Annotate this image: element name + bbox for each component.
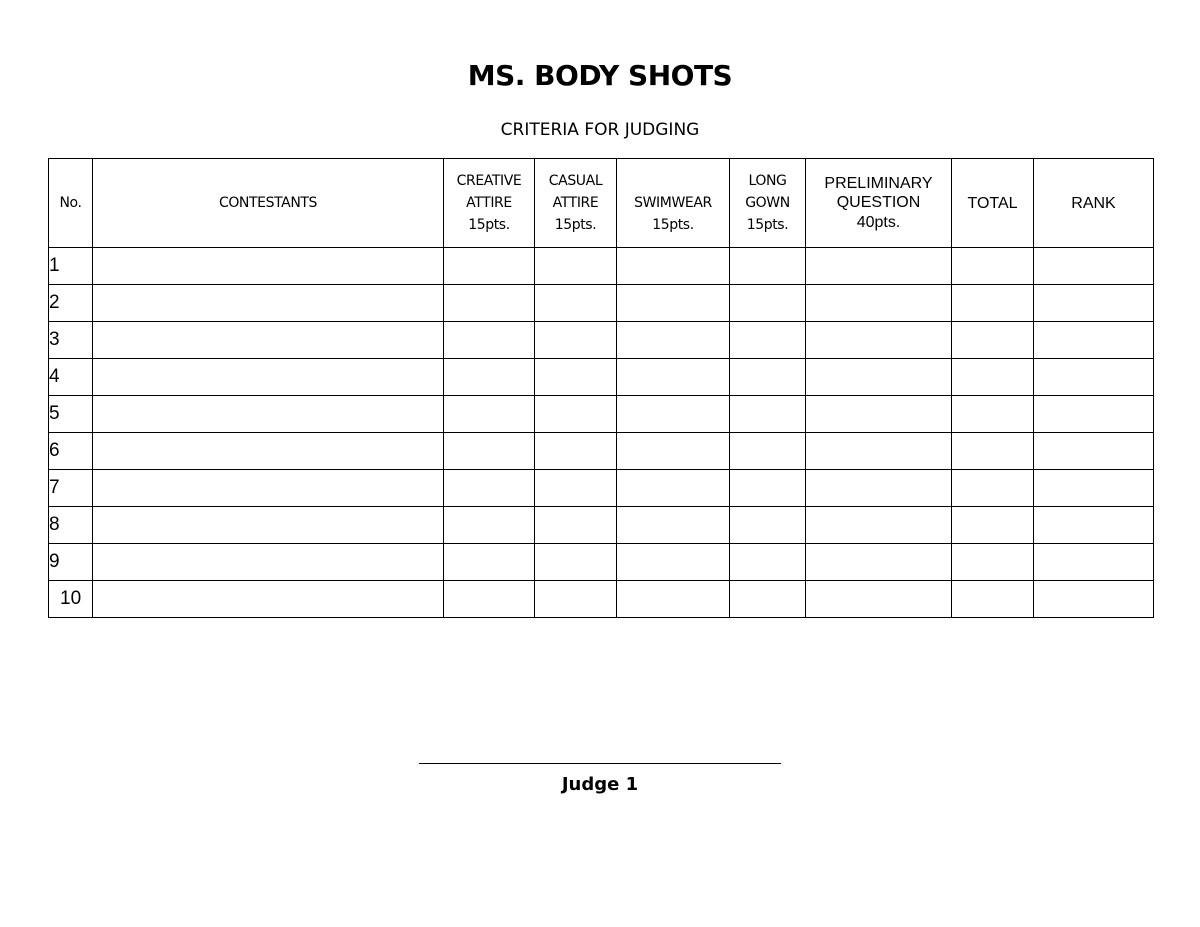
casual-attire-cell[interactable] [535,248,617,285]
header-creative-attire: CREATIVE ATTIRE 15pts. [444,159,535,248]
swimwear-cell[interactable] [617,581,730,618]
page-subtitle: CRITERIA FOR JUDGING [500,120,700,140]
creative-attire-cell[interactable] [444,285,535,322]
rank-cell[interactable] [1034,248,1154,285]
total-cell[interactable] [952,285,1034,322]
page-title: MS. BODY SHOTS [467,59,733,92]
long-gown-cell[interactable] [730,248,806,285]
preliminary-question-cell[interactable] [806,433,952,470]
swimwear-cell[interactable] [617,322,730,359]
preliminary-question-cell[interactable] [806,322,952,359]
total-cell[interactable] [952,248,1034,285]
preliminary-question-cell[interactable] [806,581,952,618]
casual-attire-cell[interactable] [535,322,617,359]
swimwear-cell[interactable] [617,396,730,433]
table-row [49,470,1154,507]
rank-cell[interactable] [1034,359,1154,396]
long-gown-cell[interactable] [730,396,806,433]
contestant-cell[interactable] [93,470,444,507]
long-gown-cell[interactable] [730,544,806,581]
total-cell[interactable] [952,396,1034,433]
casual-attire-cell[interactable] [535,433,617,470]
row-number: 8 [49,507,93,544]
contestant-cell[interactable] [93,396,444,433]
creative-attire-cell[interactable] [444,359,535,396]
swimwear-cell[interactable] [617,433,730,470]
creative-attire-cell[interactable] [444,248,535,285]
row-number: 2 [49,285,93,322]
table-row [49,285,1154,322]
header-long-gown: LONG GOWN 15pts. [730,159,806,248]
row-number: 5 [49,396,93,433]
table-row [49,396,1154,433]
rank-cell[interactable] [1034,470,1154,507]
contestant-cell[interactable] [93,433,444,470]
rank-cell[interactable] [1034,581,1154,618]
casual-attire-cell[interactable] [535,285,617,322]
rank-cell[interactable] [1034,322,1154,359]
preliminary-question-cell[interactable] [806,544,952,581]
header-no: No. [49,159,93,248]
long-gown-cell[interactable] [730,359,806,396]
rank-cell[interactable] [1034,396,1154,433]
row-number: 4 [49,359,93,396]
table-row [49,322,1154,359]
row-number: 1 [49,248,93,285]
long-gown-cell[interactable] [730,322,806,359]
preliminary-question-cell[interactable] [806,470,952,507]
creative-attire-cell[interactable] [444,544,535,581]
table-row [49,359,1154,396]
rank-cell[interactable] [1034,285,1154,322]
judge-label: Judge 1 [561,774,639,795]
total-cell[interactable] [952,581,1034,618]
row-number: 10 [49,581,93,618]
preliminary-question-cell[interactable] [806,396,952,433]
total-cell[interactable] [952,322,1034,359]
swimwear-cell[interactable] [617,507,730,544]
total-cell[interactable] [952,507,1034,544]
creative-attire-cell[interactable] [444,507,535,544]
table-row [49,581,1154,618]
contestant-cell[interactable] [93,359,444,396]
swimwear-cell[interactable] [617,544,730,581]
creative-attire-cell[interactable] [444,470,535,507]
long-gown-cell[interactable] [730,433,806,470]
contestant-cell[interactable] [93,544,444,581]
rank-cell[interactable] [1034,433,1154,470]
total-cell[interactable] [952,359,1034,396]
creative-attire-cell[interactable] [444,396,535,433]
total-cell[interactable] [952,544,1034,581]
casual-attire-cell[interactable] [535,544,617,581]
contestant-cell[interactable] [93,248,444,285]
header-casual-attire: CASUAL ATTIRE 15pts. [535,159,617,248]
long-gown-cell[interactable] [730,470,806,507]
header-preliminary-question: PRELIMINARY QUESTION 40pts. [806,159,952,248]
header-rank: RANK [1034,159,1154,248]
preliminary-question-cell[interactable] [806,359,952,396]
creative-attire-cell[interactable] [444,433,535,470]
header-contestants: CONTESTANTS [93,159,444,248]
signature-line [419,763,781,764]
long-gown-cell[interactable] [730,285,806,322]
table-header-row [49,159,1154,248]
casual-attire-cell[interactable] [535,396,617,433]
row-number: 9 [49,544,93,581]
table-row [49,248,1154,285]
row-number: 3 [49,322,93,359]
casual-attire-cell[interactable] [535,581,617,618]
preliminary-question-cell[interactable] [806,248,952,285]
swimwear-cell[interactable] [617,285,730,322]
swimwear-cell[interactable] [617,470,730,507]
contestant-cell[interactable] [93,507,444,544]
creative-attire-cell[interactable] [444,581,535,618]
contestant-cell[interactable] [93,581,444,618]
rank-cell[interactable] [1034,544,1154,581]
table-row [49,544,1154,581]
total-cell[interactable] [952,433,1034,470]
scoring-table [48,158,1154,618]
swimwear-cell[interactable] [617,248,730,285]
preliminary-question-cell[interactable] [806,507,952,544]
table-row [49,507,1154,544]
header-total: TOTAL [952,159,1034,248]
row-number: 7 [49,470,93,507]
rank-cell[interactable] [1034,507,1154,544]
long-gown-cell[interactable] [730,581,806,618]
preliminary-question-cell[interactable] [806,285,952,322]
casual-attire-cell[interactable] [535,507,617,544]
row-number: 6 [49,433,93,470]
header-swimwear: SWIMWEAR 15pts. [617,159,730,248]
creative-attire-cell[interactable] [444,322,535,359]
swimwear-cell[interactable] [617,359,730,396]
table-row [49,433,1154,470]
total-cell[interactable] [952,470,1034,507]
casual-attire-cell[interactable] [535,359,617,396]
casual-attire-cell[interactable] [535,470,617,507]
long-gown-cell[interactable] [730,507,806,544]
contestant-cell[interactable] [93,322,444,359]
contestant-cell[interactable] [93,285,444,322]
